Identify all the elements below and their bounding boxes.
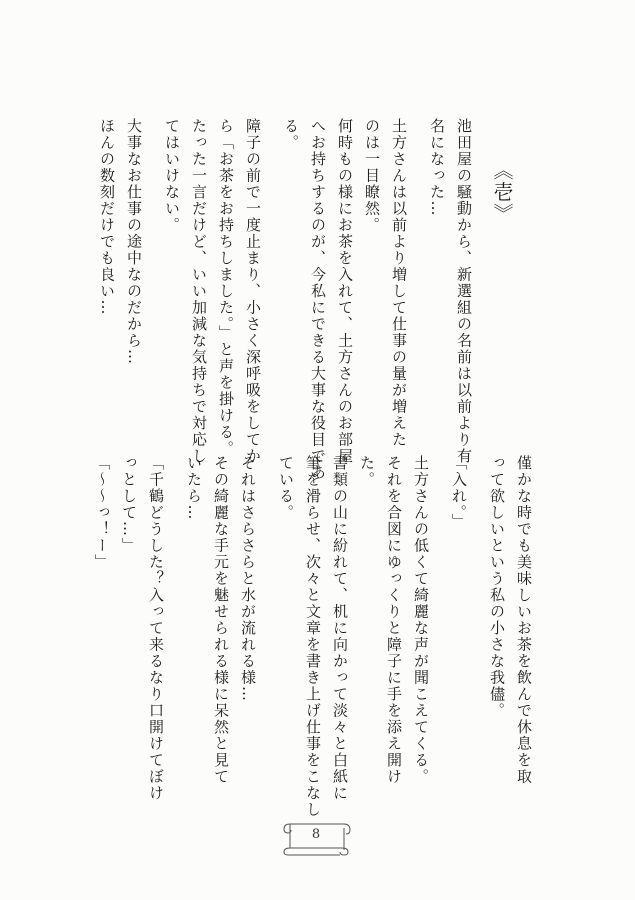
bottom-text-block [86, 455, 535, 818]
text-column: たった一言だけど、いい加減な気持ちで対応し [190, 118, 208, 465]
text-column: いたら… [185, 455, 203, 521]
text-column: 土方さんは以前より増して仕事の量が増えた [390, 118, 408, 448]
text-column: 書類の山に紛れて、机に向かって淡々と白紙に [331, 455, 349, 802]
text-column: 名になった… [428, 118, 446, 217]
page-number-scroll [278, 818, 354, 856]
text-column: てはいけない。 [163, 118, 181, 234]
page-number: 8 [311, 827, 321, 842]
text-column: ている。 [277, 455, 295, 521]
text-column: 僅かな時でも美味しいお茶を飲んで休息を取 [515, 455, 533, 785]
text-column: 「入れ。」 [450, 455, 468, 530]
text-column: っとして…」 [120, 455, 138, 554]
text-column: 障子の前で一度止まり、小さく深呼吸をしてか [244, 118, 262, 465]
text-column: それを合図にゆっくりと障子に手を添え開け [385, 455, 403, 785]
text-column: 土方さんの低くて綺麗な声が聞こえてくる。 [412, 455, 430, 785]
text-column: 筆を滑らせ、次々と文章を書き上げ仕事をこなし [304, 455, 322, 818]
text-column: ほんの数刻だけでも良い… [98, 118, 116, 316]
text-column: 「〜〜っ！ー」 [93, 455, 111, 571]
text-column: へお持ちするのが、今私にできる大事な役目であ [309, 118, 327, 481]
top-text-block [91, 118, 515, 481]
text-column: 大事なお仕事の途中なのだから… [125, 118, 143, 366]
text-column: 池田屋の騒動から、新選組の名前は以前より有 [455, 118, 473, 465]
text-column: のは一目瞭然。 [363, 118, 381, 234]
text-column: 「千鶴どうした？入って来るなり口開けてぼけ [147, 455, 165, 802]
text-column: た。 [358, 455, 376, 488]
chapter-title: 《壱》 [490, 160, 514, 225]
text-column: ら「お茶をお持ちしました。」と声を掛ける。 [217, 118, 235, 457]
text-column: る。 [282, 118, 300, 151]
text-column: って欲しいという私の小さな我儘。 [488, 455, 506, 719]
text-column: 何時もの様にお茶を入れて、土方さんのお部屋 [336, 118, 354, 465]
text-column: その綺麗な手元を魅せられる様に呆然と見て [212, 455, 230, 785]
text-column: それはさらさらと水が流れる様… [239, 455, 257, 703]
